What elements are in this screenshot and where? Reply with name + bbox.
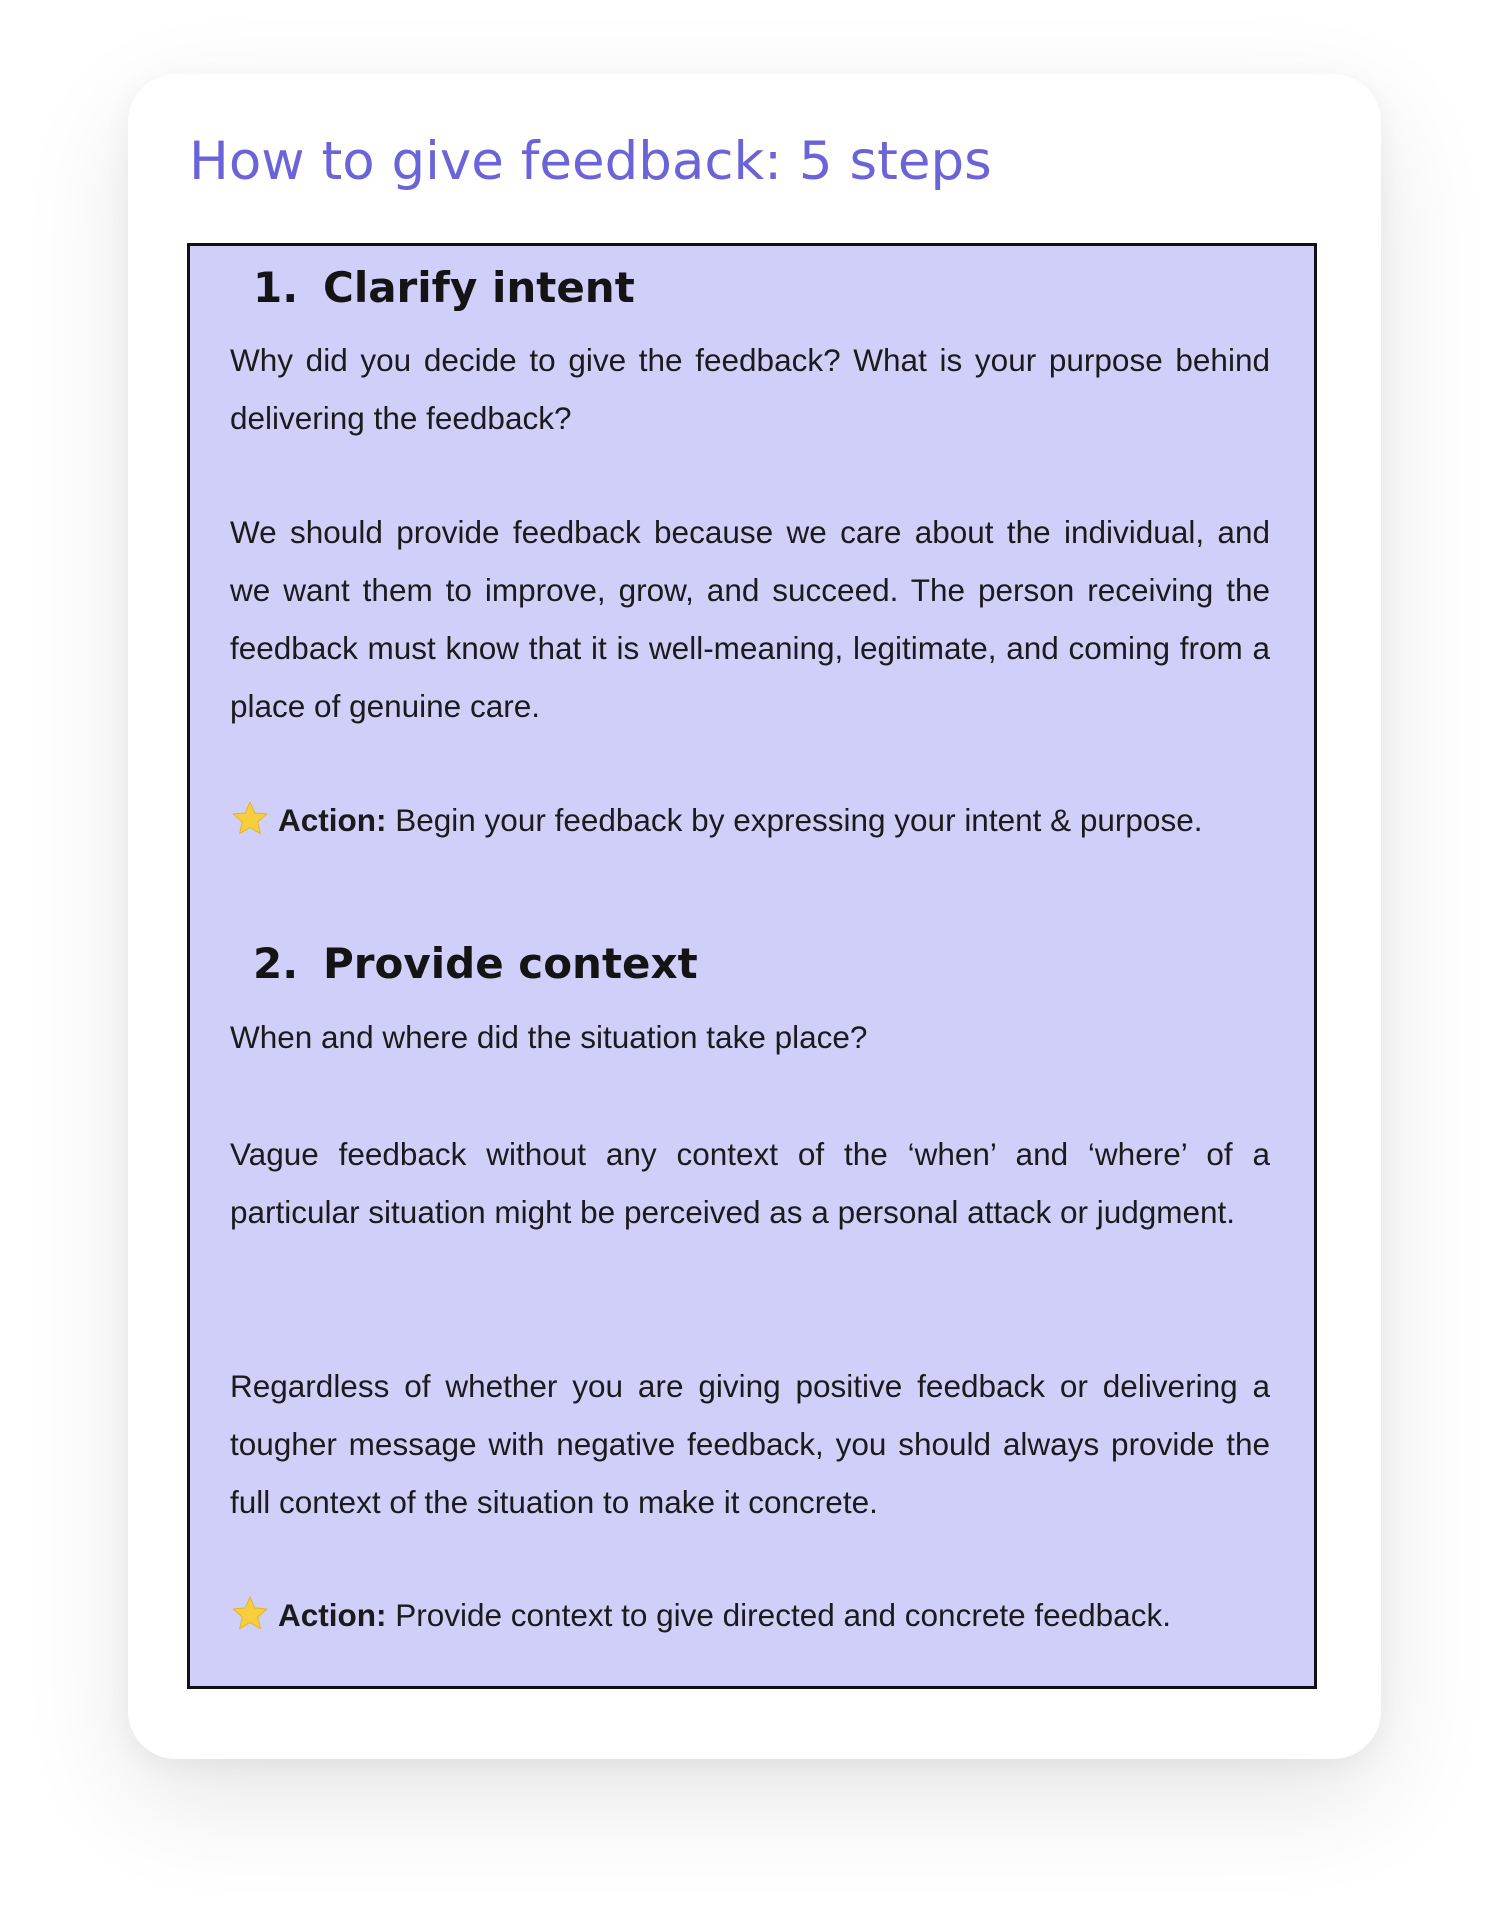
star-icon [230, 798, 270, 836]
section-heading-clarify-intent [253, 258, 635, 318]
paragraph: Vague feedback without any context of the ‘when’ and ‘where’ of a particular situation might be perceived as a personal attack or judgment. [230, 1136, 1270, 1230]
paragraph: We should provide feedback because we care about the individual, and we want them to improve, grow, and succeed. The person receiving the feedback must know that it is well-meaning, legitimate, and coming from a place of genuine care. [230, 514, 1270, 724]
action-label: Action: [278, 802, 387, 838]
section-title: Clarify intent [323, 263, 635, 312]
section-title: Provide context [323, 939, 698, 988]
action-label: Action: [278, 1597, 387, 1633]
section-number: 2. [253, 939, 299, 988]
paragraph: Why did you decide to give the feedback? What is your purpose behind delivering the feedback? [230, 342, 1270, 436]
page-title: How to give feedback: 5 steps [189, 131, 992, 192]
section-heading-provide-context [253, 934, 698, 994]
action-line [230, 1586, 1290, 1644]
action-text: Begin your feedback by expressing your intent & purpose. [386, 802, 1203, 838]
action-text: Provide context to give directed and concrete feedback. [386, 1597, 1171, 1633]
action-line [230, 791, 1290, 849]
steps-box [187, 243, 1317, 1689]
star-icon [230, 1593, 270, 1631]
paragraph: When and where did the situation take place? [230, 1019, 868, 1055]
section-number: 1. [253, 263, 299, 312]
paragraph: Regardless of whether you are giving positive feedback or delivering a tougher message with negative feedback, you should always provide the full context of the situation to make it concrete. [230, 1368, 1270, 1520]
